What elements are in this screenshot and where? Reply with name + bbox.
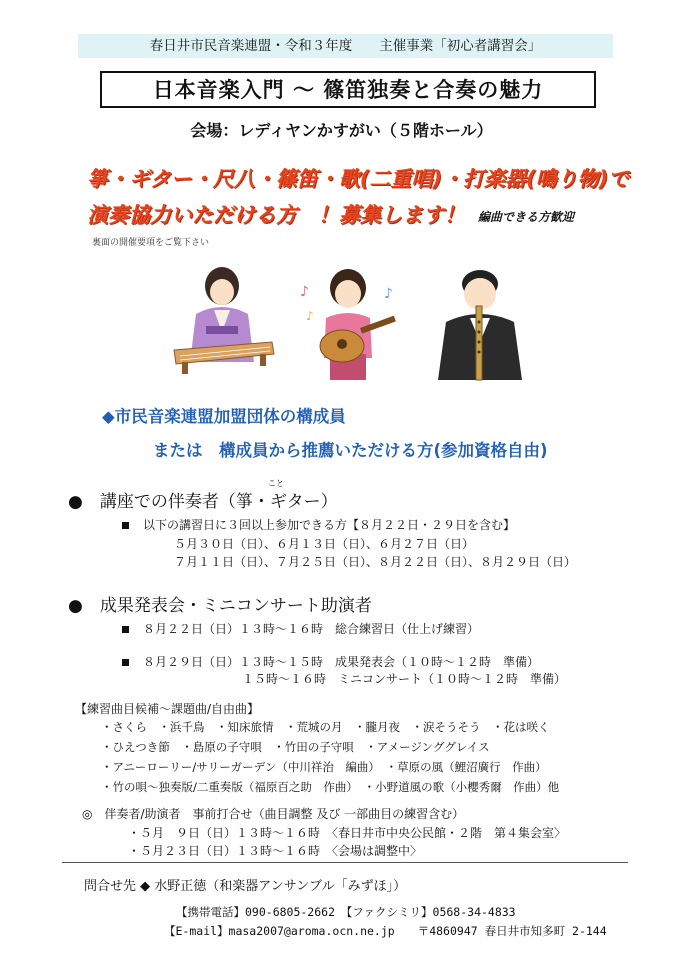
recruit-line-2: 演奏協力いただける方 ！募集します！ — [87, 203, 465, 227]
section2-item-1: ８月２２日（日）１３時～１６時 総合練習日（仕上げ練習） — [122, 620, 479, 637]
page-title: 日本音楽入門 ～ 篠笛独奏と合奏の魅力 — [100, 71, 596, 108]
organizer-header: 春日井市民音楽連盟・令和３年度 主催事業「初心者講習会」 — [78, 34, 613, 58]
square-bullet-icon — [122, 522, 129, 529]
recruit-line-1: 箏・ギター・尺八・篠笛・歌(二重唱)・打楽器(鳴り物)で — [87, 167, 630, 191]
section1-dates-1: ５月３０日（日）、６月１３日（日）、６月２７日（日） — [174, 537, 475, 551]
section1-dates-2: ７月１１日（日）、７月２５日（日）、８月２２日（日）、８月２９日（日） — [174, 555, 577, 569]
venue: 会場：レディヤンかすがい（５階ホール） — [190, 121, 493, 140]
song-row: ・竹の唄～独奏版/二重奏版（福原百之助 作曲） ・小野道風の歌（小櫻秀爾 作曲）他 — [101, 780, 560, 794]
song-row: ・アニーローリー/サリーガーデン（中川祥治 編曲） ・草原の風（鯉沼廣行 作曲） — [101, 760, 547, 774]
section-accompanist-title: ● 講座での伴奏者（箏・ギター） — [68, 492, 338, 512]
rehearsal-heading: ◎ 伴奏者/助演者 事前打合せ（曲目調整 及び 一部曲目の練習含む） — [82, 807, 465, 821]
practice-heading: 【練習曲目候補～課題曲/自由曲】 — [75, 702, 260, 716]
song-row: ・ひえつき節 ・島原の子守唄 ・竹田の子守唄 ・アメージンググレイス — [101, 740, 490, 754]
section2-item-2: ８月２９日（日）１３時～１５時 成果発表会（１０時～１２時 準備） — [122, 653, 539, 670]
svg-text:♪: ♪ — [306, 309, 314, 323]
svg-text:♪: ♪ — [384, 286, 393, 302]
eligibility-line-1: ◆市民音楽連盟加盟団体の構成員 — [102, 407, 346, 426]
see-back-note: 裏面の開催要項をご覧下さい — [92, 238, 210, 248]
contact-phone-fax: 【携帯電話】090-6805-2662 【ファクシミリ】0568-34-4833 — [176, 905, 516, 919]
eligibility-line-2: または 構成員から推薦いただける方(参加資格自由) — [153, 441, 548, 460]
contact-person: 問合せ先 ◆ 水野正徳（和楽器アンサンブル「みずほ」） — [84, 879, 407, 894]
arrange-note: 編曲できる方歓迎 — [478, 210, 575, 224]
guitar-player-illustration — [292, 262, 404, 382]
square-bullet-icon — [122, 659, 129, 666]
section2-item-2b: １５時～１６時 ミニコンサート（１０時～１２時 準備） — [242, 672, 567, 686]
section1-requirement: 以下の講習日に３回以上参加できる方【８月２２日・２９日を含む】 — [122, 516, 515, 533]
rehearsal-row-1: ・５月 ９日（日）１３時～１６時 〈春日井市中央公民館・２階 第４集会室〉 — [128, 826, 567, 840]
contact-email-address: 【E-mail】masa2007@aroma.ocn.ne.jp 〒4860947 春日井市知多町 2-144 — [164, 924, 607, 938]
ruby-koto: こと — [268, 479, 284, 488]
rehearsal-row-2: ・５月２３日（日）１３時～１６時 〈会場は調整中〉 — [128, 844, 423, 858]
svg-text:♪: ♪ — [300, 284, 309, 300]
square-bullet-icon — [122, 626, 129, 633]
divider — [62, 862, 628, 863]
flute-player-illustration — [432, 262, 528, 382]
section-performer-title: ● 成果発表会・ミニコンサート助演者 — [68, 596, 372, 616]
song-row: ・さくら ・浜千鳥 ・知床旅情 ・荒城の月 ・朧月夜 ・涙そうそう ・花は咲く — [101, 720, 550, 734]
koto-player-illustration — [166, 262, 278, 382]
